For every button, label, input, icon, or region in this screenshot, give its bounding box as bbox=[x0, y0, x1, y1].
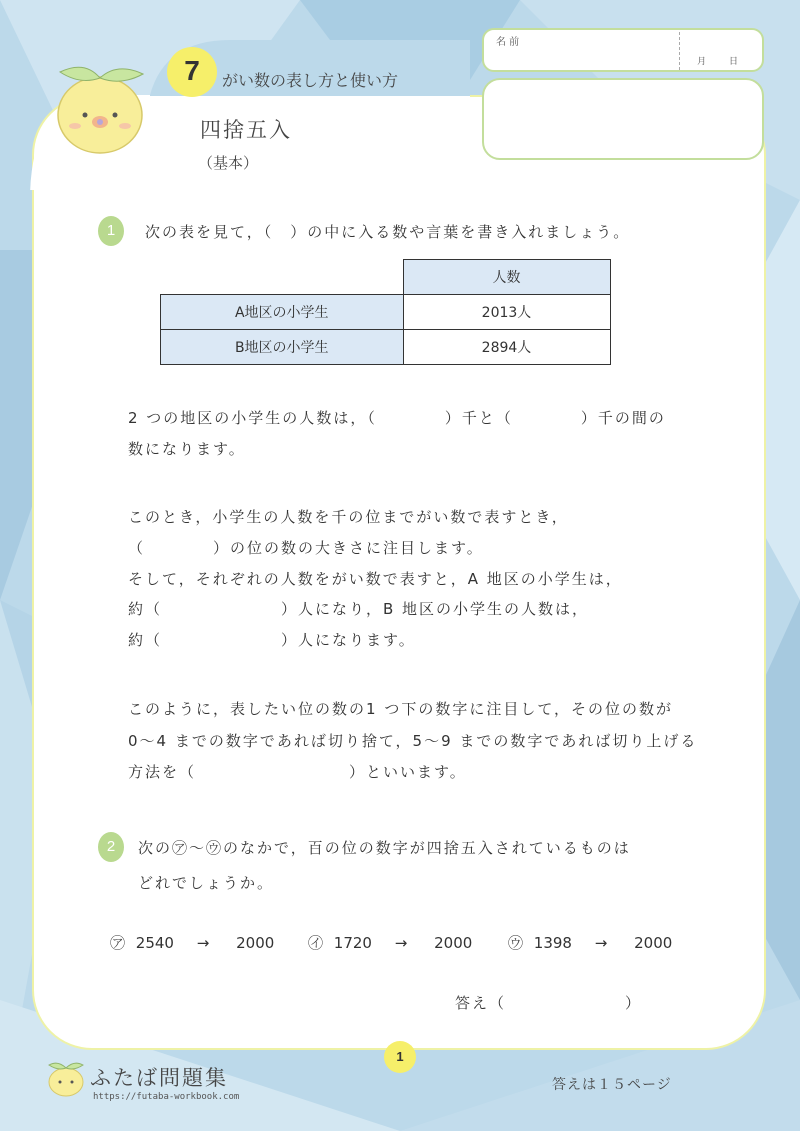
brand-name: ふたば問題集 bbox=[90, 1066, 228, 1090]
name-divider bbox=[679, 32, 680, 70]
answer-page-note: 答えは１５ページ bbox=[552, 1077, 672, 1093]
choice-mark: ㋑ bbox=[308, 934, 324, 952]
answer-field[interactable]: 答え（ ） bbox=[455, 994, 643, 1012]
q1-line-6: 約（ ）人になり，B 地区の小学生の人数は， bbox=[128, 600, 590, 618]
q2-line-1: 次の㋐〜㋒のなかで，百の位の数字が四捨五入されているものは bbox=[138, 839, 631, 857]
choice-from: 2540 bbox=[135, 934, 174, 952]
arrow-icon: → bbox=[196, 934, 210, 952]
q2-line-2: どれでしょうか。 bbox=[138, 874, 275, 892]
population-table bbox=[160, 259, 611, 365]
choice-from: 1720 bbox=[333, 934, 372, 952]
choice-a bbox=[110, 932, 274, 953]
table-row-value: 2894人 bbox=[403, 330, 610, 365]
arrow-icon: → bbox=[394, 934, 408, 952]
mascot-icon bbox=[55, 60, 155, 160]
table-row-label: B地区の小学生 bbox=[161, 330, 404, 365]
question-2-number: 2 bbox=[98, 832, 124, 862]
choice-mark: ㋐ bbox=[110, 934, 126, 952]
choice-to: 2000 bbox=[236, 934, 275, 952]
q1-line-10: 方法を（ ）といいます。 bbox=[128, 763, 467, 781]
q1-line-9: 0〜4 までの数字であれば切り捨て，5〜9 までの数字であれば切り上げる bbox=[128, 732, 698, 750]
question-1-prompt: 次の表を見て，（ ）の中に入る数や言葉を書き入れましょう。 bbox=[145, 223, 631, 241]
table-empty-cell bbox=[161, 260, 404, 295]
q1-line-4: （ ）の位の数の大きさに注目します。 bbox=[128, 539, 484, 557]
q1-line-3: このとき，小学生の人数を千の位までがい数で表すとき， bbox=[128, 508, 569, 526]
table-column-header: 人数 bbox=[403, 260, 610, 295]
q1-line-2: 数になります。 bbox=[128, 440, 246, 458]
page-number: 1 bbox=[384, 1041, 416, 1073]
brand-url[interactable]: https://futaba-workbook.com bbox=[93, 1092, 240, 1102]
date-label: 月 日 bbox=[697, 57, 748, 67]
table-row bbox=[161, 330, 611, 365]
lesson-title: 四捨五入 bbox=[200, 118, 292, 142]
lesson-subtitle: （基本） bbox=[198, 154, 259, 172]
question-1-number: 1 bbox=[98, 216, 124, 246]
name-label: 名 前 bbox=[496, 37, 520, 48]
logo-icon bbox=[46, 1058, 86, 1098]
score-box[interactable] bbox=[482, 78, 764, 160]
table-row-value: 2013人 bbox=[403, 295, 610, 330]
table-row bbox=[161, 295, 611, 330]
q1-line-8: このように，表したい位の数の1 つ下の数字に注目して，その位の数が bbox=[128, 700, 674, 718]
unit-number-badge: 7 bbox=[167, 47, 217, 97]
choice-mark: ㋒ bbox=[508, 934, 524, 952]
q1-line-7: 約（ ）人になります。 bbox=[128, 631, 416, 649]
choice-from: 1398 bbox=[533, 934, 572, 952]
q1-line-5: そして，それぞれの人数をがい数で表すと，A 地区の小学生は， bbox=[128, 570, 623, 588]
q1-line-1: 2 つの地区の小学生の人数は，（ ）千と（ ）千の間の bbox=[128, 409, 666, 427]
unit-title: がい数の表し方と使い方 bbox=[222, 71, 399, 90]
table-row-label: A地区の小学生 bbox=[161, 295, 404, 330]
choice-b bbox=[308, 932, 472, 953]
choice-to: 2000 bbox=[634, 934, 673, 952]
choice-to: 2000 bbox=[434, 934, 473, 952]
name-field[interactable] bbox=[482, 28, 764, 72]
choice-c bbox=[508, 932, 672, 953]
arrow-icon: → bbox=[594, 934, 608, 952]
